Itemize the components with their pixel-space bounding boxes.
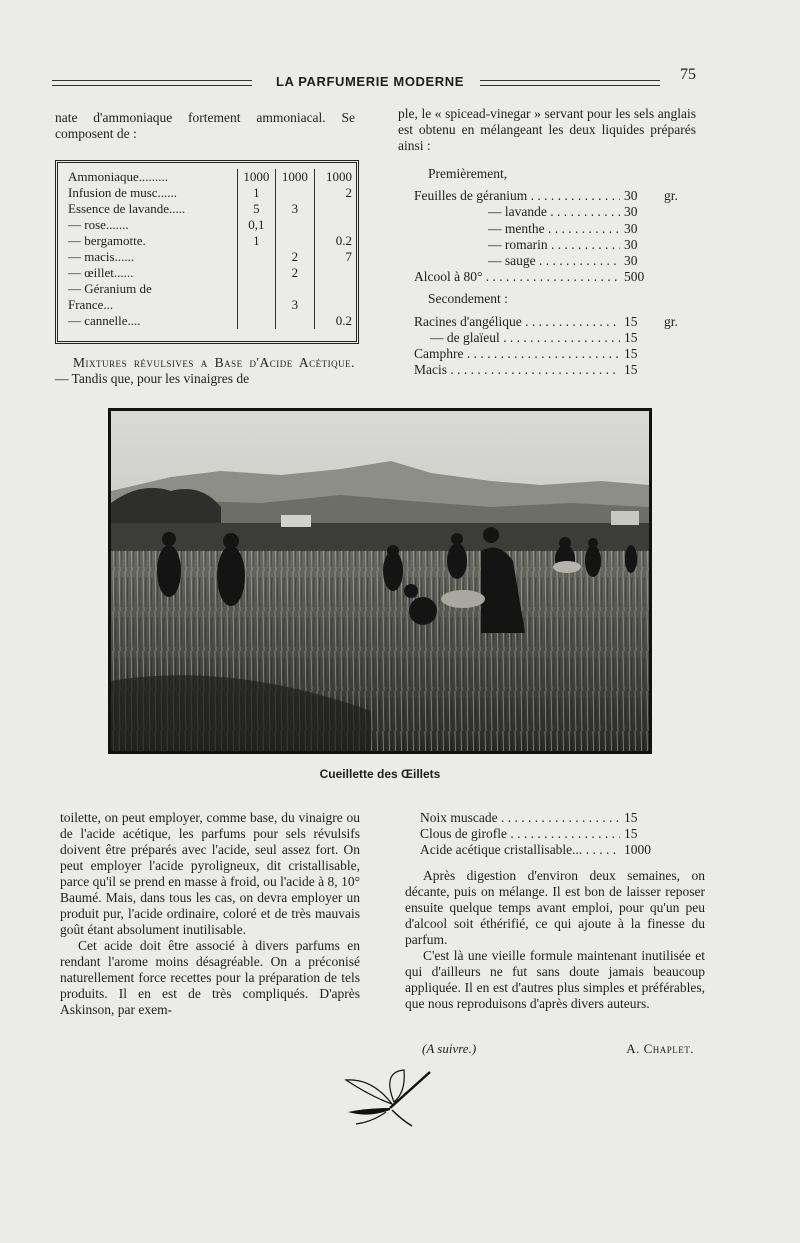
table-row: Essence de lavande..... 5 3 (68, 201, 356, 217)
recipe-first-list (414, 166, 684, 378)
list-item: Acide acétique cristallisable... . . . 1000 (420, 842, 664, 858)
paragraph: Après digestion d'environ deux semaines, on décante, puis on mélange. Il est bon de laisser reposer ensuite quelque temps avant emploi, pour qu'un peu d'alcool soit éthérifié, ce qui ajoute à la finesse du parfum. (405, 868, 705, 947)
carnation-harvest-photo (108, 408, 652, 754)
right-intro-paragraph: ple, le « spicead-vinegar » servant pour les sels anglais est obtenu en mélangeant les deux liquides préparés ainsi : (398, 106, 696, 153)
header-rule-left (52, 80, 252, 86)
signoff (422, 1041, 694, 1057)
table-row: Infusion de musc...... 1 2 (68, 185, 356, 201)
recipe-second-label: Secondement : (428, 291, 508, 307)
section-heading-paragraph (55, 355, 355, 387)
table-row: Ammoniaque......... 1000 1000 1000 (68, 169, 356, 185)
list-item: Camphre . . . 15 (414, 346, 684, 362)
recipe-third-list (420, 810, 664, 859)
table-row: — rose....... 0,1 (68, 217, 356, 233)
table-row: — œillet...... 2 (68, 265, 356, 281)
list-item: Feuilles de géranium . . . 30 gr. (414, 188, 684, 204)
table-row: France... 3 (68, 297, 356, 313)
list-item: Racines d'angélique . . . 15 gr. (414, 314, 684, 330)
left-top-paragraph: nate d'ammoniaque fortement ammoniacal. Se composent de : (55, 110, 355, 141)
paragraph: toilette, on peut employer, comme base, du vinaigre ou de l'acide acétique, les parfums pour sels révulsifs doivent être préparés avec l'acide, seul assez fort. On peut employer l'acide pyroligneux, dit cristallisable, parce qu'il se prend en masse à froid, ou l'acide à 8, 10° Baumé. Mais, dans tous les cas, on devra employer un produit pur, l'acide ordinaire, coloré et de très mauvais goût étant absolument inutilisable. (60, 810, 360, 937)
right-bottom-text (405, 868, 705, 1012)
to-follow-note: (A suivre.) (422, 1041, 477, 1056)
formula-table (68, 169, 356, 329)
list-item: — romarin . . . 30 (414, 237, 684, 253)
section-text: — Tandis que, pour les vinaigres de (55, 371, 250, 386)
table-row: — Géranium de (68, 281, 356, 297)
dragonfly-ornament-icon (342, 1068, 434, 1128)
list-item: Noix muscade . . . 15 (420, 810, 664, 826)
table-row: — cannelle.... 0.2 (68, 313, 356, 329)
photo-illustration (111, 411, 649, 751)
photo-caption: Cueillette des Œillets (319, 767, 441, 781)
table-row: — macis...... 2 7 (68, 249, 356, 265)
page-number: 75 (680, 66, 696, 83)
recipe-first-label: Premièrement, (428, 166, 508, 181)
list-item: Macis . . . 15 (414, 362, 684, 378)
header-rule-right (480, 80, 660, 86)
paragraph: Cet acide doit être associé à divers parfums en rendant l'arome moins désagréable. On a préconisé naturellement force recettes pour la préparation de tels produits. Il en est de très compliqués. D'après Askinson, par exem- (60, 938, 360, 1017)
author-name: A. Chaplet. (626, 1041, 694, 1056)
section-title: Mixtures révulsives a Base d'Acide Acétique. (73, 355, 355, 370)
list-item: — menthe . . . 30 (414, 221, 684, 237)
running-title: LA PARFUMERIE MODERNE (275, 74, 465, 89)
list-item: — lavande . . . 30 (414, 204, 684, 220)
list-item: — de glaïeul . . . 15 (414, 330, 684, 346)
formula-table-box (55, 160, 359, 344)
list-item: Alcool à 80° . . . 500 (414, 269, 684, 285)
table-row: — bergamotte. 1 0.2 (68, 233, 356, 249)
paragraph: C'est là une vieille formule maintenant inutilisée et qui d'ailleurs ne fut sans doute jamais beaucoup appliquée. Il en est d'autres plus simples et préférables, que nous reproduisons d'après divers auteurs. (405, 948, 705, 1011)
list-item: — sauge . . . 30 (414, 253, 684, 269)
left-bottom-text (60, 810, 360, 1018)
list-item: Clous de girofle . . . 15 (420, 826, 664, 842)
